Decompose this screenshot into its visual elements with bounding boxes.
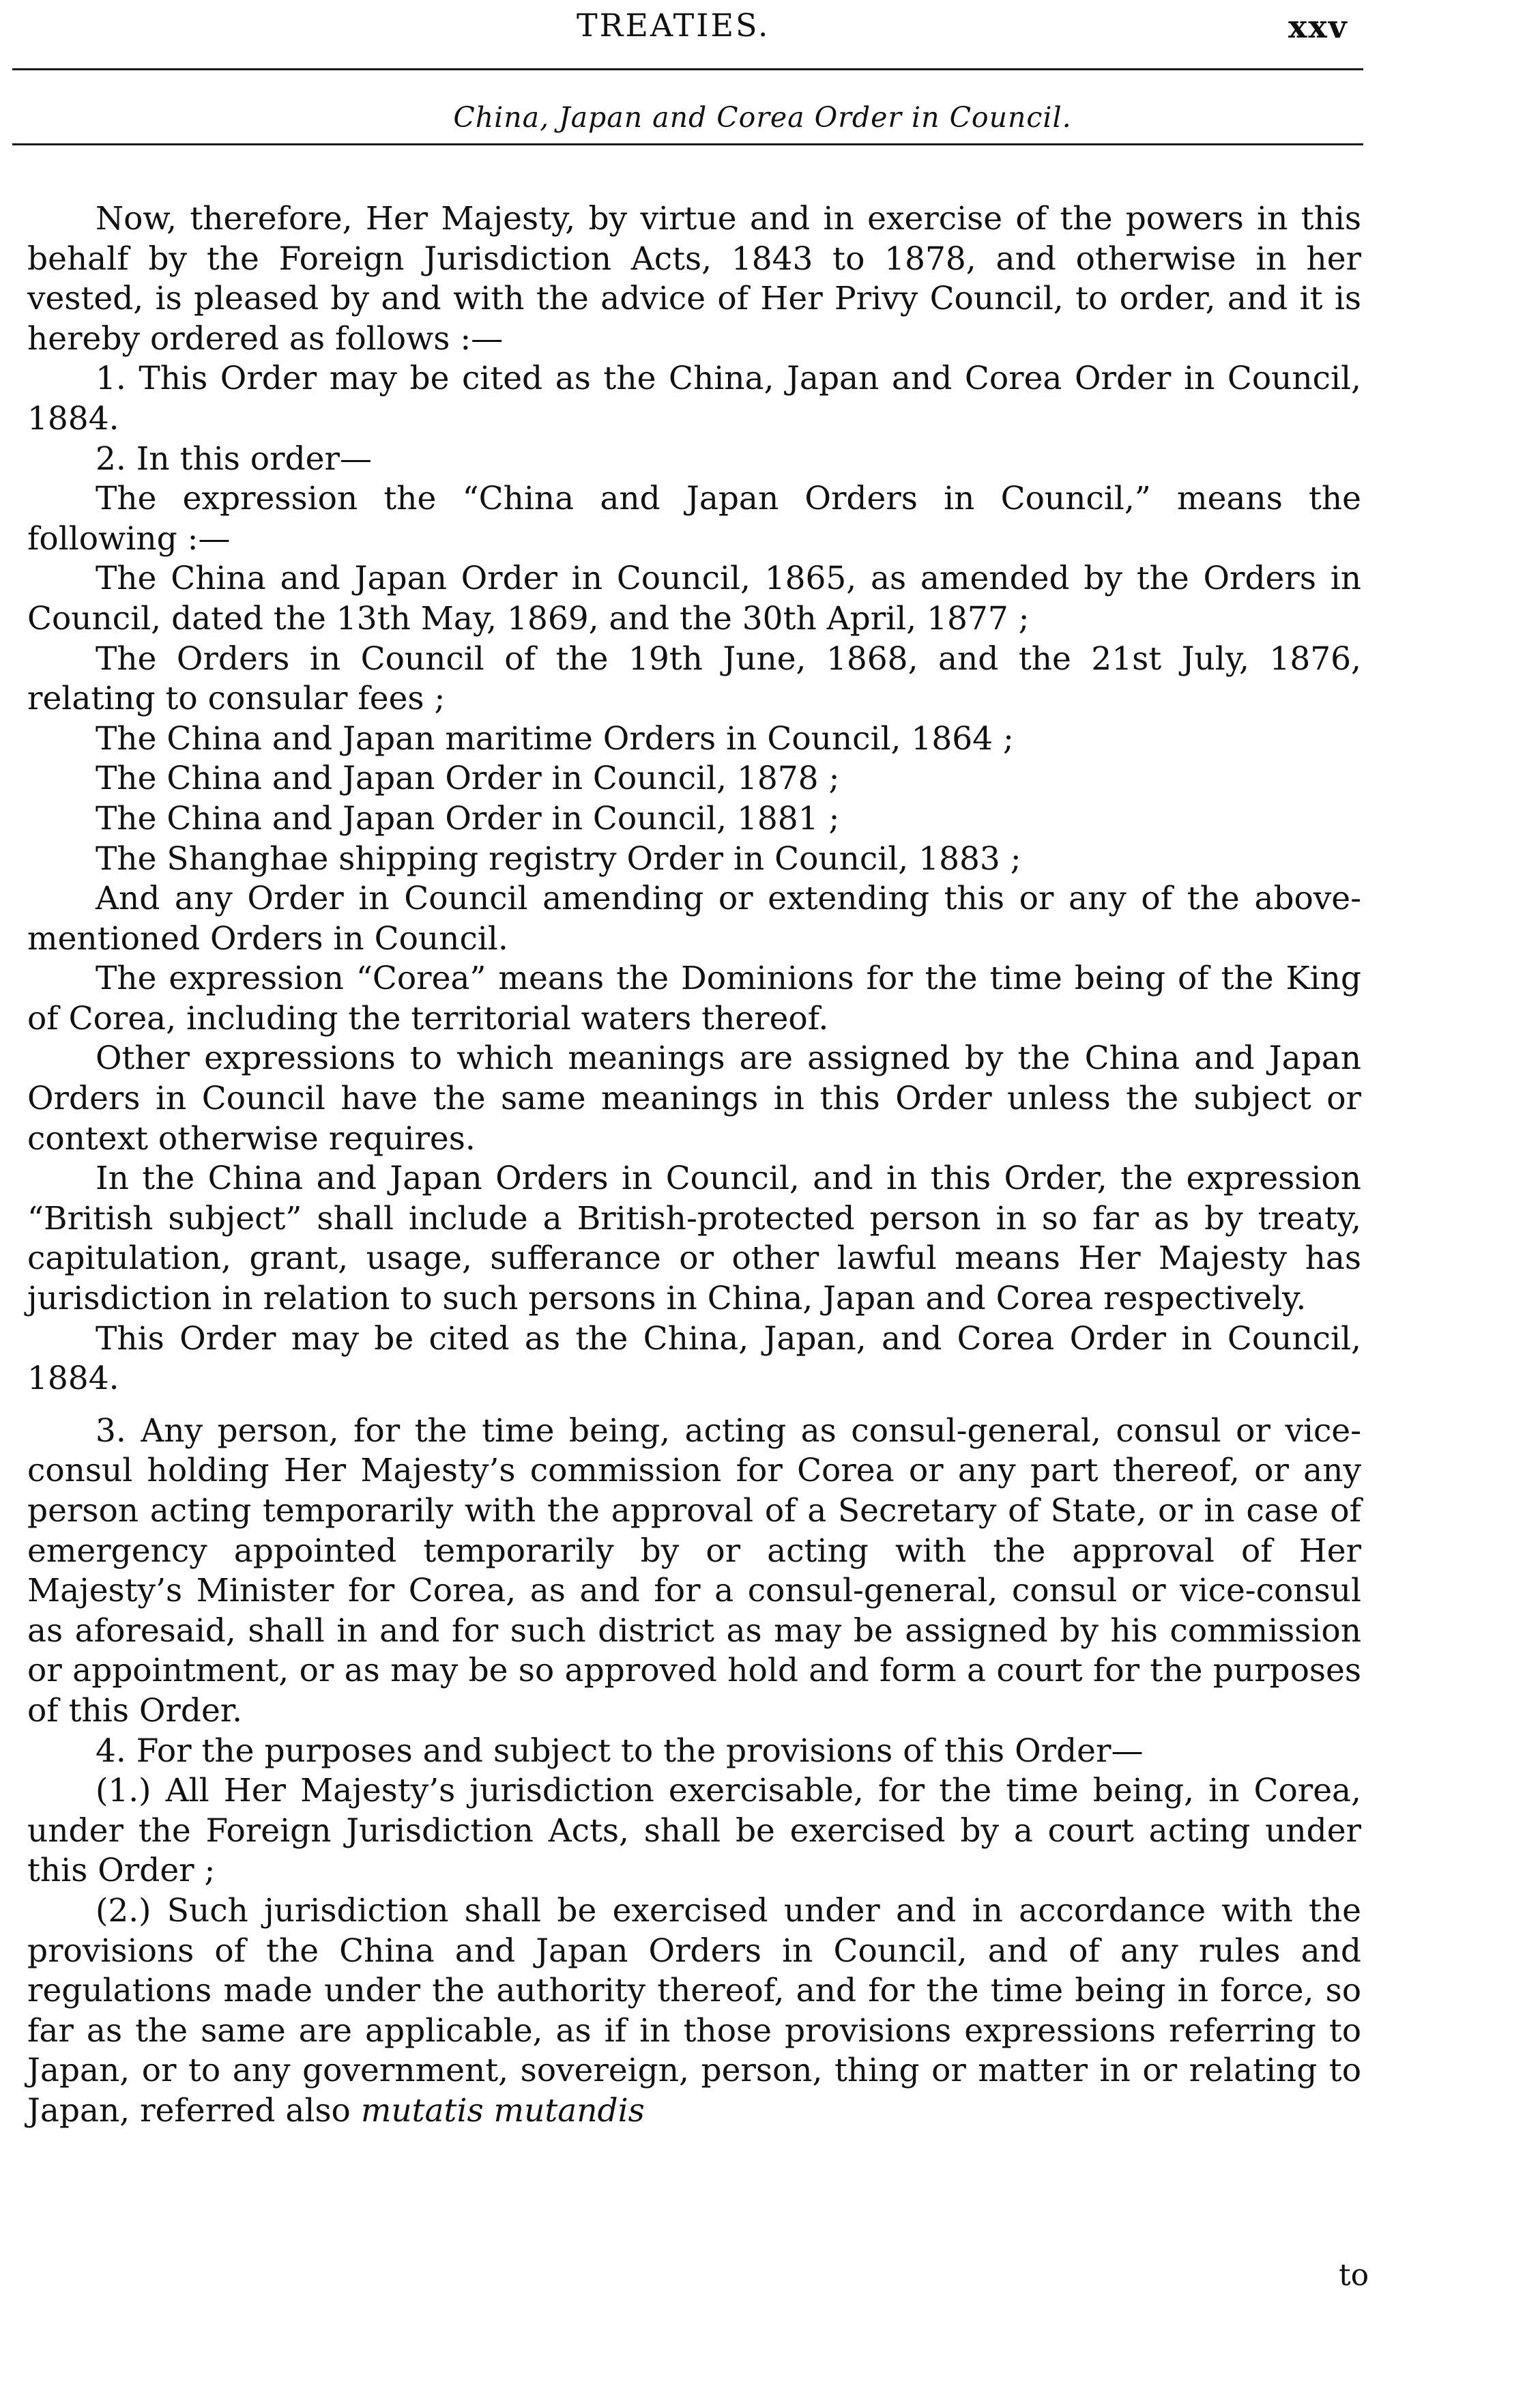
paragraph-clause-2: 2. In this order— — [96, 440, 372, 478]
list-item-order-1865: The China and Japan Order in Council, 1865, as amended by the Orders in Council, dated the 13th May, 1869, and the 30th April, 1877 ; — [27, 560, 1361, 637]
list-item-shanghae-1883: The Shanghae shipping registry Order in Council, 1883 ; — [96, 840, 1021, 878]
list-item-order-1878: The China and Japan Order in Council, 1878 ; — [96, 760, 840, 798]
subtitle-rule — [12, 143, 1363, 145]
list-item-order-1881: The China and Japan Order in Council, 1881 ; — [96, 799, 840, 837]
section-subtitle: China, Japan and Corea Order in Council. — [453, 101, 1072, 134]
paragraph-british-subject: In the China and Japan Orders in Council, and in this Order, the expression “British subject” shall include a British-protected person in so far as by treaty, capitulation, grant, usage, sufferance or other lawful means Her Majesty has jurisdiction in relation to such persons in China, Japan and Corea respectively. — [27, 1160, 1361, 1318]
catchword: to — [1339, 2258, 1369, 2293]
paragraph-clause-3: 3. Any person, for the time being, acting as consul-general, consul or vice-consul holding Her Majesty’s commission for Corea or any part thereof, or any person acting temporarily with the approval of a Secretary of State, or in case of emergency appointed temporarily by or acting with the approval of Her Majesty’s Minister for Corea, as and for a consul-general, consul or vice-consul as aforesaid, shall in and for such district as may be assigned by his commission or appointment, or as may be so approved hold and form a court for the purposes of this Order. — [27, 1411, 1361, 1730]
running-header — [0, 7, 1525, 55]
page-number: xxv — [1288, 8, 1348, 45]
body-text — [27, 199, 1361, 2132]
list-item-maritime-1864: The China and Japan maritime Orders in Council, 1864 ; — [96, 719, 1014, 758]
list-item-orders-consular-fees: The Orders in Council of the 19th June, 1868, and the 21st July, 1876, relating to consular fees ; — [27, 640, 1361, 718]
paragraph-clause-4: 4. For the purposes and subject to the provisions of this Order— — [96, 1732, 1144, 1770]
paragraph-preamble: Now, therefore, Her Majesty, by virtue and in exercise of the powers in this behalf by the Foreign Jurisdiction Acts, 1843 to 1878, and otherwise in her vested, is pleased by and with the advice of Her Privy Council, to order, and it is hereby ordered as follows :— — [27, 200, 1361, 358]
header-rule — [12, 68, 1363, 70]
paragraph-clause-4-1: (1.) All Her Majesty’s jurisdiction exercisable, for the time being, in Corea, under the Foreign Jurisdiction Acts, shall be exercised by a court acting under this Order ; — [27, 1772, 1361, 1890]
running-title: TREATIES. — [577, 7, 770, 44]
paragraph-definition-orders: The expression the “China and Japan Orders in Council,” means the following :— — [27, 480, 1361, 558]
mutatis-mutandis: mutatis mutandis — [360, 2091, 645, 2130]
paragraph-clause-1: 1. This Order may be cited as the China, Japan and Corea Order in Council, 1884. — [27, 360, 1361, 438]
list-item-amending-orders: And any Order in Council amending or extending this or any of the above-mentioned Orders in Council. — [27, 880, 1361, 958]
paragraph-definition-corea: The expression “Corea” means the Dominions for the time being of the King of Corea, including the territorial waters thereof. — [27, 960, 1361, 1037]
paragraph-other-expressions: Other expressions to which meanings are assigned by the China and Japan Orders in Council have the same meanings in this Order unless the subject or context otherwise requires. — [27, 1040, 1361, 1158]
clause-4-2-text: (2.) Such jurisdiction shall be exercised under and in accordance with the provisions of the China and Japan Orders in Council, and of any rules and regulations made under the authority thereof, and for the time being in force, so far as the same are applicable, as if in those provisions expressions referring to Japan, or to any government, sovereign, person, thing or matter in or relating to Japan, referred also — [27, 1891, 1361, 2130]
paragraph-citation: This Order may be cited as the China, Japan, and Corea Order in Council, 1884. — [27, 1319, 1361, 1398]
paragraph-clause-4-2 — [27, 1891, 1361, 2132]
